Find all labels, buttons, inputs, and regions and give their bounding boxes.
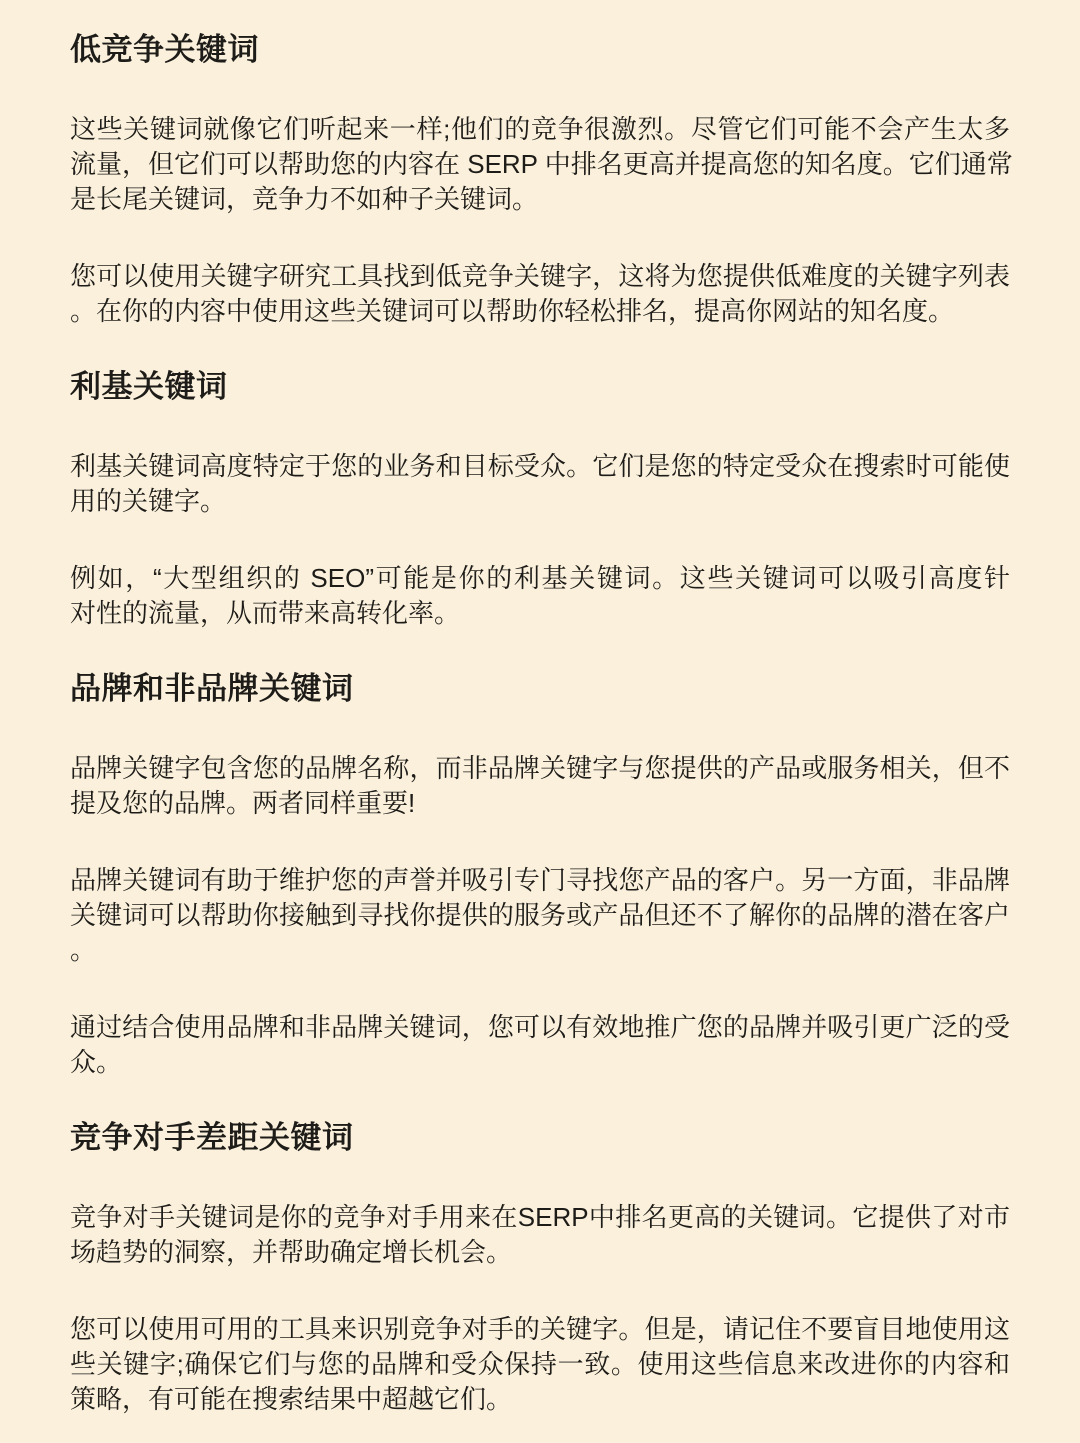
text-line: 是长尾关键词，竞争力不如种子关键词。 xyxy=(70,184,539,214)
text-line: 流量，但它们可以帮助您的内容在 SERP 中排名更高并提高您的知名度。它们通常 xyxy=(70,149,1013,179)
heading-branded-nonbranded-keywords: 品牌和非品牌关键词 xyxy=(70,671,354,706)
paragraph xyxy=(70,1010,1010,1080)
paragraph xyxy=(70,751,1010,821)
heading-low-competition-keywords: 低竞争关键词 xyxy=(70,32,259,67)
heading-niche-keywords: 利基关键词 xyxy=(70,369,228,404)
text-line: 策略，有可能在搜索结果中超越它们。 xyxy=(70,1384,513,1414)
paragraph xyxy=(70,259,1010,329)
text-line: 对性的流量，从而带来高转化率。 xyxy=(70,598,461,628)
text-line: 竞争对手关键词是你的竞争对手用来在SERP中排名更高的关键词。它提供了对市 xyxy=(70,1202,1010,1232)
paragraph xyxy=(70,449,1010,519)
paragraph xyxy=(70,1312,1010,1417)
heading-competitor-gap-keywords: 竞争对手差距关键词 xyxy=(70,1120,354,1155)
paragraph xyxy=(70,863,1010,968)
text-line: 通过结合使用品牌和非品牌关键词，您可以有效地推广您的品牌并吸引更广泛的受 xyxy=(70,1012,1010,1042)
text-line: 品牌关键字包含您的品牌名称，而非品牌关键字与您提供的产品或服务相关，但不 xyxy=(70,753,1010,783)
text-line: 这些关键词就像它们听起来一样;他们的竞争很激烈。尽管它们可能不会产生太多 xyxy=(70,114,1010,144)
text-line: 众。 xyxy=(70,1047,123,1077)
text-line: 用的关键字。 xyxy=(70,486,227,516)
text-line: 些关键字;确保它们与您的品牌和受众保持一致。使用这些信息来改进你的内容和 xyxy=(70,1349,1010,1379)
paragraph xyxy=(70,112,1013,217)
text-line: 场趋势的洞察，并帮助确定增长机会。 xyxy=(70,1237,513,1267)
text-line: 。在你的内容中使用这些关键词可以帮助你轻松排名，提高你网站的知名度。 xyxy=(70,296,955,326)
text-line: 关键词可以帮助你接触到寻找你提供的服务或产品但还不了解你的品牌的潜在客户 xyxy=(70,900,1010,930)
text-line: 。 xyxy=(70,935,97,965)
text-line: 您可以使用可用的工具来识别竞争对手的关键字。但是，请记住不要盲目地使用这 xyxy=(70,1314,1010,1344)
text-line: 您可以使用关键字研究工具找到低竞争关键字，这将为您提供低难度的关键字列表 xyxy=(70,261,1010,291)
paragraph xyxy=(70,561,1010,631)
text-line: 品牌关键词有助于维护您的声誉并吸引专门寻找您产品的客户。另一方面，非品牌 xyxy=(70,865,1010,895)
paragraph xyxy=(70,1200,1010,1270)
text-line: 例如，“大型组织的 SEO”可能是你的利基关键词。这些关键词可以吸引高度针 xyxy=(70,563,1010,593)
text-line: 提及您的品牌。两者同样重要! xyxy=(70,788,416,818)
text-line: 利基关键词高度特定于您的业务和目标受众。它们是您的特定受众在搜索时可能使 xyxy=(70,451,1010,481)
